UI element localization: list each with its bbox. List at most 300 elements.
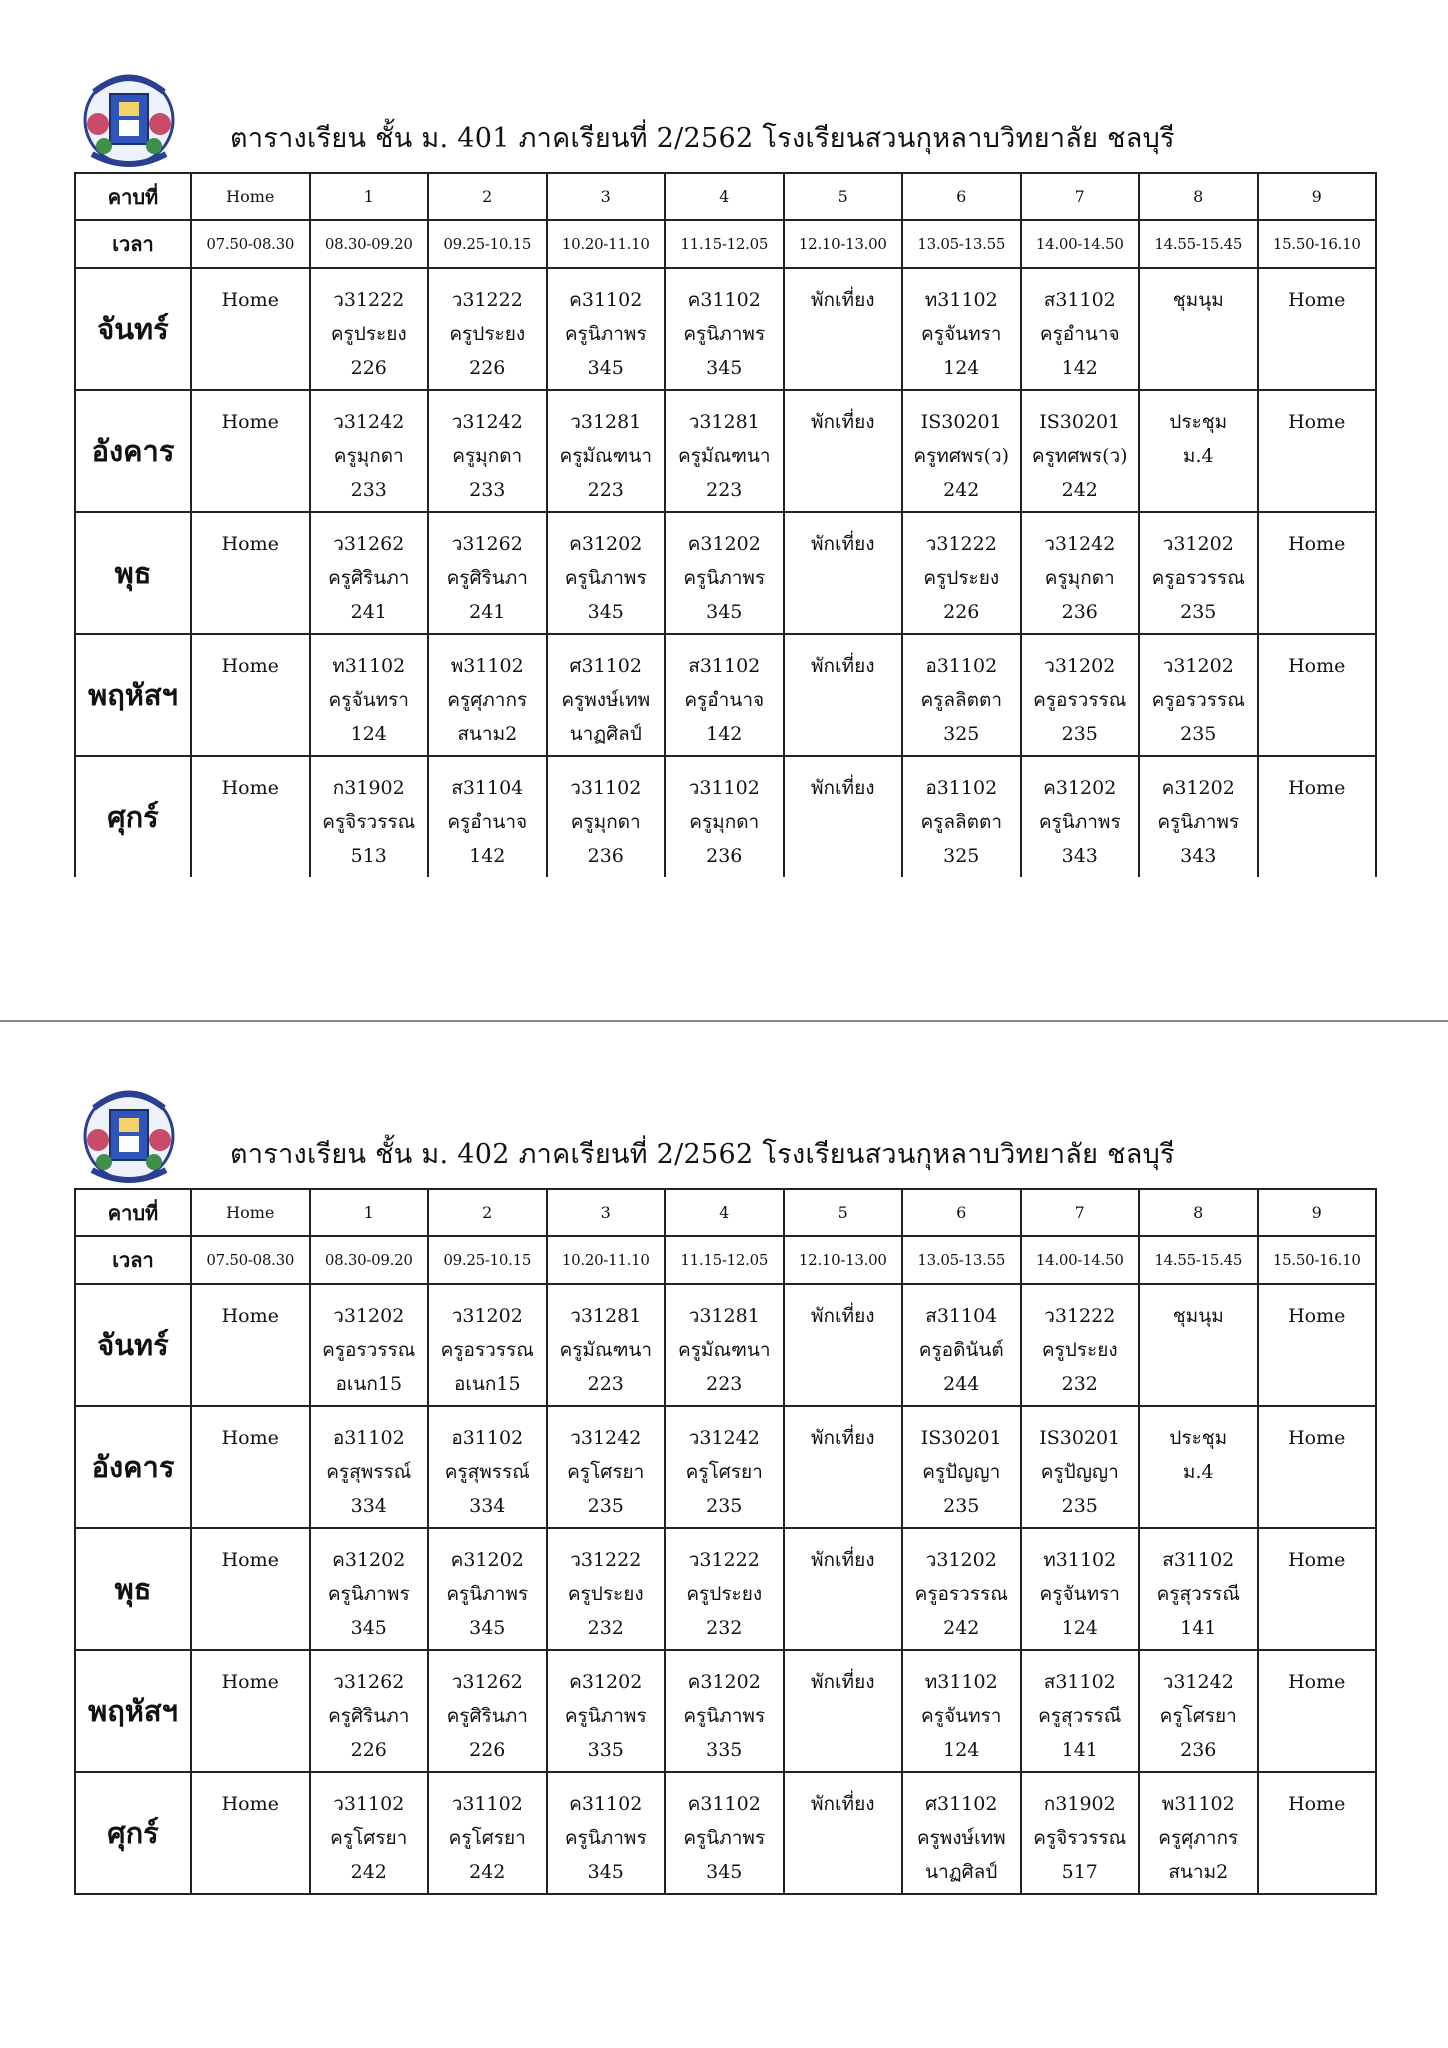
class-cell-line: ครูสุวรรณี bbox=[1038, 1705, 1122, 1727]
class-cell-line: ครูอรวรรณ bbox=[440, 1339, 534, 1361]
class-cell bbox=[665, 634, 784, 756]
time-slot: 14.00-14.50 bbox=[1021, 1236, 1140, 1284]
class-cell-line: ครูปัญญา bbox=[1040, 1461, 1119, 1483]
day-row bbox=[75, 756, 1376, 877]
class-cell-line: 124 bbox=[350, 723, 387, 745]
class-cell bbox=[310, 756, 429, 877]
class-cell-line: ครูทศพร(ว) bbox=[913, 445, 1010, 467]
time-slot: 08.30-09.20 bbox=[310, 1236, 429, 1284]
period-number: 7 bbox=[1021, 1189, 1140, 1236]
class-cell-line: ค31202 bbox=[450, 1549, 524, 1571]
class-cell bbox=[428, 390, 547, 512]
class-cell bbox=[902, 634, 1021, 756]
class-cell-line: 142 bbox=[706, 723, 743, 745]
time-row bbox=[75, 220, 1376, 268]
class-cell-line: ว31222 bbox=[333, 289, 405, 311]
class-cell-line: 226 bbox=[350, 357, 387, 379]
class-cell-line: ครูมุกดา bbox=[1044, 567, 1115, 589]
class-cell-line: พักเที่ยง bbox=[811, 655, 875, 677]
class-cell-line: ครูประยง bbox=[449, 323, 526, 345]
class-cell-line: ครูปัญญา bbox=[922, 1461, 1001, 1483]
class-cell-line: ครูจิรวรรณ bbox=[1033, 1827, 1127, 1849]
day-label: อังคาร bbox=[75, 1406, 191, 1528]
class-cell-line: Home bbox=[1288, 777, 1346, 799]
class-cell-line: ศ31102 bbox=[924, 1793, 998, 1815]
class-cell-line: 517 bbox=[1061, 1861, 1098, 1883]
class-cell-line: ครูจันทรา bbox=[921, 323, 1002, 345]
class-cell bbox=[784, 1772, 903, 1894]
class-cell bbox=[1139, 268, 1258, 390]
class-cell-line: ครูสุวรรณี bbox=[1156, 1583, 1240, 1605]
class-cell-line: ครูนิภาพร bbox=[683, 1827, 766, 1849]
class-cell-line: ว31202 bbox=[1162, 655, 1234, 677]
period-number: 4 bbox=[665, 1189, 784, 1236]
class-cell bbox=[191, 390, 310, 512]
class-cell-line: ครูศุภากร bbox=[447, 689, 528, 711]
time-slot: 09.25-10.15 bbox=[428, 220, 547, 268]
class-cell-line: Home bbox=[1288, 1427, 1346, 1449]
class-cell-line: ครูมัณฑนา bbox=[678, 1339, 771, 1361]
class-cell-line: ครูอรวรรณ bbox=[914, 1583, 1008, 1605]
class-cell-line: Home bbox=[1288, 1549, 1346, 1571]
class-cell-line: 226 bbox=[469, 1739, 506, 1761]
class-cell-line: ว31281 bbox=[688, 1305, 760, 1327]
class-cell-line: Home bbox=[221, 1671, 279, 1693]
class-cell-line: ว31202 bbox=[333, 1305, 405, 1327]
class-cell-line: ครูโศรยา bbox=[1159, 1705, 1237, 1727]
class-cell-line: 345 bbox=[587, 601, 624, 623]
class-cell-line: 334 bbox=[350, 1495, 387, 1517]
class-cell-line: ว31242 bbox=[688, 1427, 760, 1449]
class-cell-line: ว31242 bbox=[1044, 533, 1116, 555]
class-cell-line: 334 bbox=[469, 1495, 506, 1517]
class-cell-line: ครูศุภากร bbox=[1158, 1827, 1239, 1849]
class-cell-line: 235 bbox=[943, 1495, 980, 1517]
class-cell-line: ประชุม bbox=[1169, 411, 1228, 433]
class-cell bbox=[547, 268, 666, 390]
day-label: พฤหัสฯ bbox=[75, 634, 191, 756]
day-label: พุธ bbox=[75, 512, 191, 634]
class-cell-line: IS30201 bbox=[920, 1427, 1002, 1449]
time-slot: 12.10-13.00 bbox=[784, 220, 903, 268]
class-cell-line: ครูทศพร(ว) bbox=[1031, 445, 1128, 467]
schedule-title: ตารางเรียน ชั้น ม. 401 ภาคเรียนที่ 2/2562 โรงเรียนสวนกุหลาบวิทยาลัย ชลบุรี bbox=[230, 123, 1175, 154]
time-slot: 14.55-15.45 bbox=[1139, 1236, 1258, 1284]
day-label: จันทร์ bbox=[75, 268, 191, 390]
class-cell bbox=[428, 1650, 547, 1772]
class-cell-line: Home bbox=[221, 289, 279, 311]
class-cell bbox=[428, 1772, 547, 1894]
class-cell-line: 325 bbox=[943, 723, 980, 745]
timetable bbox=[74, 172, 1377, 877]
period-number: 8 bbox=[1139, 173, 1258, 220]
class-cell-line: สนาม2 bbox=[457, 723, 518, 745]
class-cell bbox=[191, 1528, 310, 1650]
day-row bbox=[75, 512, 1376, 634]
class-cell-line: ครูประยง bbox=[923, 567, 1000, 589]
class-cell-line: พักเที่ยง bbox=[811, 1427, 875, 1449]
class-cell-line: นาฏศิลป์ bbox=[925, 1861, 998, 1883]
class-cell bbox=[784, 634, 903, 756]
class-cell-line: ครูจันทรา bbox=[328, 689, 409, 711]
class-cell-line: ส31102 bbox=[1043, 1671, 1116, 1693]
class-cell bbox=[1258, 1284, 1377, 1406]
class-cell-line: ว31102 bbox=[451, 1793, 523, 1815]
class-cell-line: ค31102 bbox=[687, 1793, 761, 1815]
class-cell-line: 142 bbox=[469, 845, 506, 867]
class-cell-line: ครูโศรยา bbox=[685, 1461, 763, 1483]
class-cell-line: 223 bbox=[706, 1373, 743, 1395]
time-slot: 14.00-14.50 bbox=[1021, 220, 1140, 268]
class-cell bbox=[1139, 756, 1258, 877]
class-cell-line: ครูสุพรรณ์ bbox=[444, 1461, 530, 1483]
class-cell bbox=[902, 390, 1021, 512]
class-cell-line: ครูจันทรา bbox=[1039, 1583, 1120, 1605]
period-header-row bbox=[75, 1189, 1376, 1236]
class-cell-line: 345 bbox=[350, 1617, 387, 1639]
class-cell bbox=[1021, 268, 1140, 390]
period-number: 5 bbox=[784, 173, 903, 220]
day-row bbox=[75, 1406, 1376, 1528]
class-cell bbox=[547, 512, 666, 634]
page-divider bbox=[0, 1020, 1448, 1022]
class-cell bbox=[784, 1528, 903, 1650]
class-cell bbox=[428, 512, 547, 634]
class-cell bbox=[1139, 1406, 1258, 1528]
class-cell bbox=[665, 1528, 784, 1650]
time-row bbox=[75, 1236, 1376, 1284]
class-cell-line: 223 bbox=[706, 479, 743, 501]
class-cell-line: อ31102 bbox=[925, 655, 998, 677]
class-cell-line: ครูลลิตตา bbox=[920, 811, 1003, 833]
class-cell-line: ครูอรวรรณ bbox=[1033, 689, 1127, 711]
class-cell-line: 232 bbox=[587, 1617, 624, 1639]
class-cell-line: ว31102 bbox=[333, 1793, 405, 1815]
class-cell-line: พ31102 bbox=[1161, 1793, 1235, 1815]
class-cell-line: ครูนิภาพร bbox=[564, 1705, 647, 1727]
class-cell bbox=[902, 1650, 1021, 1772]
class-cell-line: 226 bbox=[943, 601, 980, 623]
class-cell-line: 223 bbox=[587, 1373, 624, 1395]
period-number: 4 bbox=[665, 173, 784, 220]
class-cell bbox=[665, 268, 784, 390]
class-cell-line: 345 bbox=[587, 1861, 624, 1883]
class-cell bbox=[1021, 634, 1140, 756]
class-cell-line: ครูจิรวรรณ bbox=[322, 811, 416, 833]
class-cell bbox=[902, 1772, 1021, 1894]
time-slot: 15.50-16.10 bbox=[1258, 220, 1377, 268]
class-cell-line: ว31281 bbox=[688, 411, 760, 433]
class-cell-line: ค31102 bbox=[569, 1793, 643, 1815]
class-cell-line: ม.4 bbox=[1182, 445, 1214, 467]
class-cell-line: ว31222 bbox=[925, 533, 997, 555]
class-cell bbox=[902, 1406, 1021, 1528]
class-cell bbox=[665, 1650, 784, 1772]
class-cell bbox=[784, 268, 903, 390]
class-cell-line: ครูศิรินภา bbox=[446, 1705, 528, 1727]
day-row bbox=[75, 268, 1376, 390]
class-cell bbox=[310, 268, 429, 390]
class-cell bbox=[191, 1406, 310, 1528]
class-cell-line: ค31102 bbox=[687, 289, 761, 311]
class-cell-line: ครูมัณฑนา bbox=[559, 445, 652, 467]
class-cell-line: 335 bbox=[706, 1739, 743, 1761]
class-cell-line: ครูพงษ์เทพ bbox=[561, 689, 651, 711]
class-cell-line: 124 bbox=[943, 1739, 980, 1761]
class-cell-line: ว31102 bbox=[570, 777, 642, 799]
day-label: พฤหัสฯ bbox=[75, 1650, 191, 1772]
class-cell-line: Home bbox=[221, 411, 279, 433]
class-cell-line: พักเที่ยง bbox=[811, 411, 875, 433]
class-cell-line: ว31262 bbox=[451, 1671, 523, 1693]
class-cell-line: ท31102 bbox=[332, 655, 406, 677]
class-cell bbox=[310, 390, 429, 512]
class-cell-line: 335 bbox=[587, 1739, 624, 1761]
class-cell-line: ว31222 bbox=[451, 289, 523, 311]
class-cell bbox=[310, 1528, 429, 1650]
class-cell-line: ค31202 bbox=[569, 1671, 643, 1693]
class-cell-line: 235 bbox=[587, 1495, 624, 1517]
class-cell-line: 236 bbox=[1061, 601, 1098, 623]
class-cell-line: นาฏศิลป์ bbox=[569, 723, 642, 745]
class-cell bbox=[547, 1284, 666, 1406]
class-cell-line: ครูนิภาพร bbox=[683, 567, 766, 589]
class-cell-line: ส31104 bbox=[451, 777, 524, 799]
period-number: Home bbox=[191, 173, 310, 220]
class-cell-line: ค31202 bbox=[1043, 777, 1117, 799]
class-cell-line: พักเที่ยง bbox=[811, 289, 875, 311]
class-cell bbox=[310, 512, 429, 634]
class-cell-line: ส31102 bbox=[688, 655, 761, 677]
period-number: 7 bbox=[1021, 173, 1140, 220]
class-cell bbox=[1021, 1650, 1140, 1772]
class-cell bbox=[428, 634, 547, 756]
day-label: อังคาร bbox=[75, 390, 191, 512]
class-cell-line: Home bbox=[221, 1549, 279, 1571]
period-number: 8 bbox=[1139, 1189, 1258, 1236]
class-cell bbox=[665, 1772, 784, 1894]
class-cell-line: 345 bbox=[469, 1617, 506, 1639]
class-cell-line: 236 bbox=[587, 845, 624, 867]
class-cell-line: 241 bbox=[469, 601, 506, 623]
class-cell-line: พักเที่ยง bbox=[811, 777, 875, 799]
class-cell-line: Home bbox=[221, 1793, 279, 1815]
class-cell-line: 513 bbox=[350, 845, 387, 867]
class-cell-line: ครูโศรยา bbox=[330, 1827, 408, 1849]
class-cell-line: พักเที่ยง bbox=[811, 1305, 875, 1327]
class-cell-line: ว31242 bbox=[570, 1427, 642, 1449]
class-cell-line: 242 bbox=[469, 1861, 506, 1883]
class-cell-line: ครูอรวรรณ bbox=[1151, 567, 1245, 589]
class-cell-line: 124 bbox=[1061, 1617, 1098, 1639]
class-cell bbox=[665, 756, 784, 877]
class-cell-line: ครูประยง bbox=[1041, 1339, 1118, 1361]
class-cell-line: ครูประยง bbox=[330, 323, 407, 345]
class-cell bbox=[547, 1772, 666, 1894]
day-label: จันทร์ bbox=[75, 1284, 191, 1406]
class-cell bbox=[310, 1284, 429, 1406]
class-cell bbox=[1021, 390, 1140, 512]
class-cell bbox=[310, 1772, 429, 1894]
class-cell-line: 345 bbox=[587, 357, 624, 379]
class-cell bbox=[547, 1528, 666, 1650]
class-cell bbox=[1139, 1772, 1258, 1894]
class-cell-line: 235 bbox=[1180, 723, 1217, 745]
class-cell bbox=[1021, 1528, 1140, 1650]
day-row bbox=[75, 1772, 1376, 1894]
class-cell-line: Home bbox=[221, 777, 279, 799]
class-cell-line: Home bbox=[221, 533, 279, 555]
class-cell-line: 226 bbox=[350, 1739, 387, 1761]
time-slot: 08.30-09.20 bbox=[310, 220, 429, 268]
class-cell bbox=[1021, 756, 1140, 877]
class-cell-line: ครูมุกดา bbox=[452, 445, 523, 467]
day-row bbox=[75, 390, 1376, 512]
class-cell-line: ครูประยง bbox=[567, 1583, 644, 1605]
class-cell-line: ครูมุกดา bbox=[689, 811, 760, 833]
class-cell-line: 141 bbox=[1180, 1617, 1217, 1639]
time-label: เวลา bbox=[75, 1236, 191, 1284]
class-cell-line: 233 bbox=[350, 479, 387, 501]
class-cell bbox=[1258, 1772, 1377, 1894]
class-cell-line: IS30201 bbox=[1039, 411, 1121, 433]
class-cell-line: ว31242 bbox=[1162, 1671, 1234, 1693]
class-cell-line: Home bbox=[221, 655, 279, 677]
period-label: คาบที่ bbox=[75, 1189, 191, 1236]
class-cell bbox=[902, 1528, 1021, 1650]
period-number: 2 bbox=[428, 1189, 547, 1236]
class-cell-line: อเนก15 bbox=[453, 1373, 521, 1395]
class-cell-line: ค31202 bbox=[687, 1671, 761, 1693]
class-cell bbox=[665, 1406, 784, 1528]
class-cell bbox=[902, 756, 1021, 877]
class-cell bbox=[547, 756, 666, 877]
time-slot: 10.20-11.10 bbox=[547, 220, 666, 268]
period-number: 1 bbox=[310, 1189, 429, 1236]
period-number: 6 bbox=[902, 173, 1021, 220]
class-cell-line: IS30201 bbox=[1039, 1427, 1121, 1449]
class-cell-line: 235 bbox=[706, 1495, 743, 1517]
class-cell-line: ครูนิภาพร bbox=[683, 1705, 766, 1727]
time-slot: 12.10-13.00 bbox=[784, 1236, 903, 1284]
school-emblem-icon bbox=[74, 62, 184, 172]
period-number: Home bbox=[191, 1189, 310, 1236]
class-cell-line: ครูอำนาจ bbox=[447, 811, 528, 833]
class-cell-line: 345 bbox=[706, 1861, 743, 1883]
time-slot: 07.50-08.30 bbox=[191, 220, 310, 268]
period-number: 2 bbox=[428, 173, 547, 220]
school-emblem-icon bbox=[74, 1078, 184, 1188]
class-cell-line: Home bbox=[1288, 1671, 1346, 1693]
class-cell bbox=[191, 756, 310, 877]
class-cell-line: 325 bbox=[943, 845, 980, 867]
class-cell-line: Home bbox=[221, 1427, 279, 1449]
class-cell-line: 236 bbox=[1180, 1739, 1217, 1761]
class-cell bbox=[1021, 512, 1140, 634]
class-cell-line: ครูนิภาพร bbox=[446, 1583, 529, 1605]
class-cell-line: IS30201 bbox=[920, 411, 1002, 433]
class-cell-line: ว31262 bbox=[333, 533, 405, 555]
class-cell-line: ว31242 bbox=[333, 411, 405, 433]
class-cell-line: ส31102 bbox=[1162, 1549, 1235, 1571]
class-cell-line: 226 bbox=[469, 357, 506, 379]
class-cell-line: ครูมัณฑนา bbox=[678, 445, 771, 467]
class-cell bbox=[1139, 1528, 1258, 1650]
class-cell bbox=[1258, 512, 1377, 634]
class-cell-line: ว31222 bbox=[570, 1549, 642, 1571]
class-cell bbox=[310, 1650, 429, 1772]
class-cell bbox=[1021, 1284, 1140, 1406]
class-cell bbox=[1139, 634, 1258, 756]
day-row bbox=[75, 1528, 1376, 1650]
class-cell-line: ส31102 bbox=[1043, 289, 1116, 311]
class-cell bbox=[191, 512, 310, 634]
class-cell-line: Home bbox=[1288, 1305, 1346, 1327]
period-number: 5 bbox=[784, 1189, 903, 1236]
class-cell-line: ครูนิภาพร bbox=[564, 1827, 647, 1849]
class-cell-line: 343 bbox=[1061, 845, 1098, 867]
time-slot: 11.15-12.05 bbox=[665, 1236, 784, 1284]
class-cell bbox=[1139, 1650, 1258, 1772]
class-cell-line: ครูศิรินภา bbox=[328, 567, 410, 589]
time-slot: 11.15-12.05 bbox=[665, 220, 784, 268]
class-cell bbox=[547, 390, 666, 512]
class-cell bbox=[784, 390, 903, 512]
class-cell-line: ครูนิภาพร bbox=[683, 323, 766, 345]
time-slot: 13.05-13.55 bbox=[902, 1236, 1021, 1284]
class-cell-line: 141 bbox=[1061, 1739, 1098, 1761]
class-cell bbox=[1258, 1650, 1377, 1772]
class-cell-line: ค31202 bbox=[332, 1549, 406, 1571]
class-cell-line: Home bbox=[221, 1305, 279, 1327]
class-cell-line: ประชุม bbox=[1169, 1427, 1228, 1449]
class-cell bbox=[784, 512, 903, 634]
class-cell-line: ท31102 bbox=[924, 1671, 998, 1693]
class-cell-line: ก31902 bbox=[332, 777, 405, 799]
class-cell-line: 241 bbox=[350, 601, 387, 623]
period-number: 3 bbox=[547, 173, 666, 220]
class-cell-line: ว31281 bbox=[570, 411, 642, 433]
class-cell bbox=[784, 1406, 903, 1528]
class-cell-line: 235 bbox=[1061, 723, 1098, 745]
class-cell-line: พักเที่ยง bbox=[811, 533, 875, 555]
class-cell-line: 345 bbox=[706, 601, 743, 623]
class-cell-line: ครูมัณฑนา bbox=[559, 1339, 652, 1361]
class-cell-line: ม.4 bbox=[1182, 1461, 1214, 1483]
class-cell bbox=[547, 634, 666, 756]
day-label: พุธ bbox=[75, 1528, 191, 1650]
class-cell-line: Home bbox=[1288, 411, 1346, 433]
class-cell bbox=[428, 1284, 547, 1406]
class-cell-line: พักเที่ยง bbox=[811, 1549, 875, 1571]
class-cell bbox=[1021, 1406, 1140, 1528]
class-cell-line: 235 bbox=[1061, 1495, 1098, 1517]
class-cell-line: ครูโศรยา bbox=[567, 1461, 645, 1483]
class-cell bbox=[1021, 1772, 1140, 1894]
period-label: คาบที่ bbox=[75, 173, 191, 220]
class-cell-line: ว31102 bbox=[688, 777, 760, 799]
class-cell-line: 242 bbox=[943, 479, 980, 501]
class-cell-line: ครูนิภาพร bbox=[564, 323, 647, 345]
time-slot: 13.05-13.55 bbox=[902, 220, 1021, 268]
class-cell-line: ครูนิภาพร bbox=[564, 567, 647, 589]
class-cell-line: ค31102 bbox=[569, 289, 643, 311]
class-cell-line: ชุมนุม bbox=[1172, 289, 1224, 311]
class-cell-line: ว31262 bbox=[451, 533, 523, 555]
class-cell-line: พักเที่ยง bbox=[811, 1671, 875, 1693]
class-cell-line: Home bbox=[1288, 533, 1346, 555]
class-cell bbox=[191, 634, 310, 756]
